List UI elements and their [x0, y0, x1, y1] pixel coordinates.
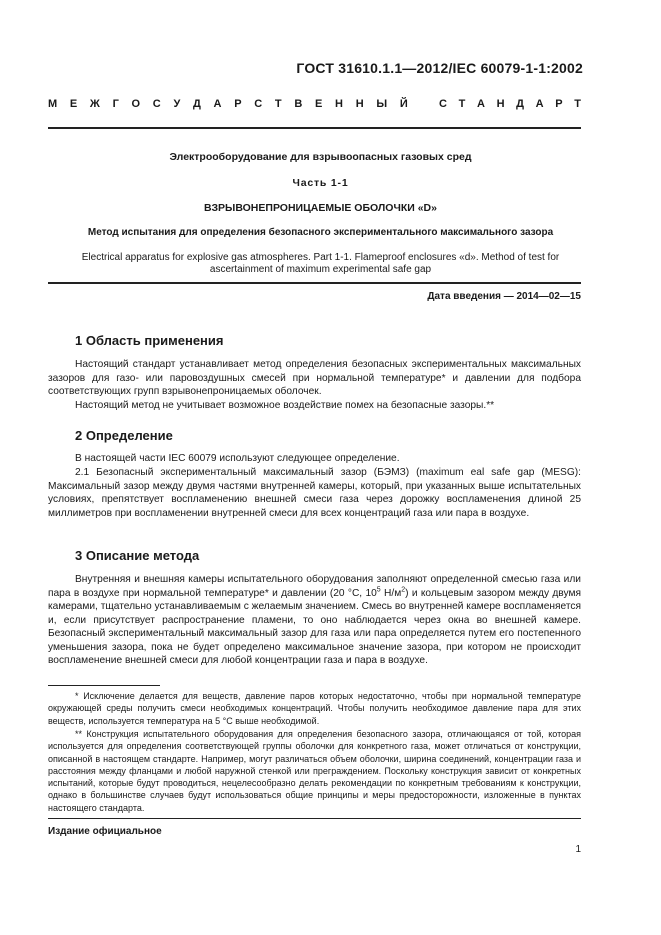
- footnote-1: * Исключение делается для веществ, давление паров которых недостаточно, чтобы при нормальной температуре окружающей среды получить смеси необходимых концентраций. Чтобы получить необходимое давление пара для этих веществ, используется температура на 5 °С выше необходимой.: [48, 691, 581, 726]
- header-letter: Т: [458, 98, 466, 110]
- header-letter: А: [535, 98, 544, 110]
- section-1-paragraph-1: Настоящий стандарт устанавливает метод определения безопасных экспериментальных максимальных зазоров для газо- или паровоздушных смесей при нормальной температуре* и давлении для подбора соответствующих групп взрывонепроницаемых оболочек.: [48, 359, 581, 397]
- header-letter: Р: [234, 98, 242, 110]
- header-letter: Й: [399, 98, 408, 110]
- gost-code: ГОСТ 31610.1.1—2012/IEC 60079-1-1:2002: [296, 60, 583, 76]
- header-letter: С: [439, 98, 447, 110]
- header-letter: Е: [315, 98, 323, 110]
- standard-word-interstate: [48, 98, 408, 110]
- title-english: Electrical apparatus for explosive gas atmospheres. Part 1-1. Flameproof enclosures «d». Method of test for ascertainment of maximum experimental safe gap: [81, 252, 560, 275]
- header-letter: Н: [355, 98, 364, 110]
- section-1-paragraph-2: Настоящий метод не учитывает возможное воздействие помех на безопасные зазоры.**: [75, 400, 495, 411]
- header-letter: Е: [69, 98, 78, 110]
- header-letter: Н: [496, 98, 505, 110]
- header-letter: А: [213, 98, 222, 110]
- part-title: Часть 1-1: [292, 177, 349, 189]
- section-3-paragraph: Внутренняя и внешняя камеры испытательного оборудования заполняют определенной смесью газа или пара в воздухе при нормальной температуре* и давлении (20 °С, $10^5$ $Н/м^2$) и кольцевым зазором между двумя камерами, тщательно устанавливаемым с желаемым значением. Смесь во внутренней камере воспламеняется и, если присутствует распространение пламени, то оно наблюдается через окна во внешней камере. Безопасный экспериментальный максимальный зазор для газа или пара определяется путем его постепенного уменьшения зазора, пока не будет определено максимальное значение зазора, при котором не происходит воспламенение внешней смеси для любой концентрации газа и пара в воздухе.: [48, 574, 581, 666]
- header-letter: Д: [193, 98, 201, 110]
- introduction-date: Дата введения — 2014—02—15: [427, 291, 581, 302]
- section-3-heading: 3 Описание метода: [75, 548, 200, 563]
- enclosures-title: ВЗРЫВОНЕПРОНИЦАЕМЫЕ ОБОЛОЧКИ «D»: [204, 202, 437, 214]
- standard-word-standard: [439, 98, 581, 110]
- header-letter: Ж: [89, 98, 100, 110]
- section-2-heading: 2 Определение: [75, 428, 173, 443]
- header-letter: Д: [516, 98, 524, 110]
- title-rule: [48, 282, 581, 284]
- header-letter: Н: [335, 98, 343, 110]
- header-letter: Ы: [376, 98, 388, 110]
- section-2-paragraph-1: В настоящей части IEC 60079 используют следующее определение.: [75, 453, 400, 464]
- header-letter: М: [48, 98, 58, 110]
- section-2-definition: 2.1 Безопасный экспериментальный максимальный зазор (БЭМЗ) (maximum eal safe gap (MESG): Максимальный зазор между двумя частями внутренней камеры, который, при указанных выше испытательных условиях, препятствует воспламенению внешней смеси газа через дорожку воспламенения длиной 25 миллиметров при воспламенении внутренней смеси для всех концентраций газа или пара в воздухе.: [48, 467, 581, 519]
- footer-rule: [48, 818, 581, 819]
- header-letter: С: [152, 98, 161, 110]
- header-letter: Р: [555, 98, 563, 110]
- header-letter: С: [254, 98, 263, 110]
- header-letter: Г: [112, 98, 119, 110]
- title-line: Электрооборудование для взрывоопасных газовых сред: [169, 151, 472, 163]
- section-1-heading: 1 Область применения: [75, 333, 224, 348]
- page-number: 1: [575, 844, 581, 855]
- official-edition-label: Издание официальное: [48, 826, 162, 837]
- header-letter: У: [173, 98, 181, 110]
- standard-type-header: [48, 98, 581, 110]
- method-title-ru: Метод испытания для определения безопасного экспериментального максимального зазора: [87, 227, 554, 238]
- header-letter: О: [131, 98, 141, 110]
- header-letter: Т: [274, 98, 282, 110]
- footnote-rule: [48, 685, 160, 686]
- header-letter: А: [476, 98, 485, 110]
- header-letter: Т: [574, 98, 581, 110]
- footnote-2: ** Конструкция испытательного оборудования для определения безопасного зазора, отличающаяся от той, которая используется для определения соответствующей группы оболочки для конкретного газа, может отличаться от конструкции, описанной в настоящем стандарте. Например, могут различаться объем оболочки, ширина соединений, концентрации газа и расстояния между фланцами и любой наружной стенкой или преграждением. Поскольку конструкция зависит от конкретных испытаний, которые будут проводиться, нецелесообразно делать рекомендации по конкретным требованиям к конструкции, однако в большинстве случаев будут использоваться общие принципы и меры предосторожности, изложенные в пунктах настоящего стандарта.: [48, 729, 581, 813]
- header-rule: [48, 127, 581, 129]
- header-letter: В: [294, 98, 303, 110]
